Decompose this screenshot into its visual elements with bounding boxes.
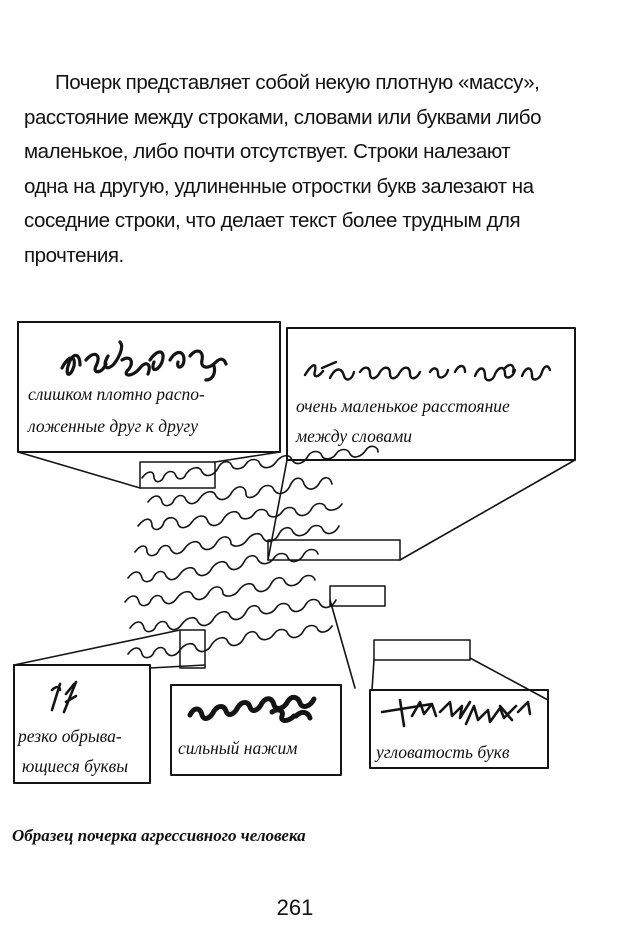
connector-line: [330, 600, 355, 688]
box-abrupt-caption-line2: ющиеся буквы: [22, 756, 129, 776]
paragraph-line: расстояние между строками, словами или буквами либо: [24, 105, 542, 129]
page-number: 261: [276, 895, 314, 920]
highlight-box: [180, 630, 205, 668]
handwriting-sample-small-space: [305, 362, 550, 380]
box-abrupt-caption-line1: резко обрыва-: [18, 726, 122, 746]
handwriting-sample-abrupt: [52, 682, 76, 712]
paragraph-line: одна на другую, удлиненные отростки букв залезают на: [24, 174, 534, 198]
figure-caption: Образец почерка агрессивного человека: [12, 826, 306, 845]
highlight-box: [374, 640, 470, 660]
highlight-box: [330, 586, 385, 606]
connector-line: [14, 630, 180, 665]
handwriting-sample-dense: [62, 342, 226, 380]
paragraph-line: прочтения.: [24, 243, 124, 267]
box-small-space-caption-line2: между словами: [296, 426, 413, 446]
handwriting-sample-angular: [382, 700, 530, 726]
connector-line: [470, 658, 548, 700]
box-pressure-caption: сильный нажим: [178, 738, 298, 758]
handwriting-sample-pressure: [190, 697, 314, 720]
box-dense-caption-line1: слишком плотно распо-: [28, 384, 205, 404]
box-angular-caption: угловатость букв: [376, 742, 510, 762]
connector-line: [372, 660, 374, 690]
paragraph-line: маленькое, либо почти отсутствует. Строки налезают: [24, 140, 511, 164]
connector-line: [400, 460, 575, 560]
connector-line: [18, 452, 140, 488]
paragraph-line: Почерк представляет собой некую плотную «массу»,: [55, 71, 540, 94]
box-dense-caption-line2: ложенные друг к другу: [28, 416, 198, 436]
connector-line: [215, 452, 280, 462]
paragraph-line: соседние строки, что делает текст более трудным для: [24, 209, 521, 233]
handwriting-sample-main: [125, 446, 378, 657]
box-small-space-caption-line1: очень маленькое расстояние: [296, 396, 510, 416]
